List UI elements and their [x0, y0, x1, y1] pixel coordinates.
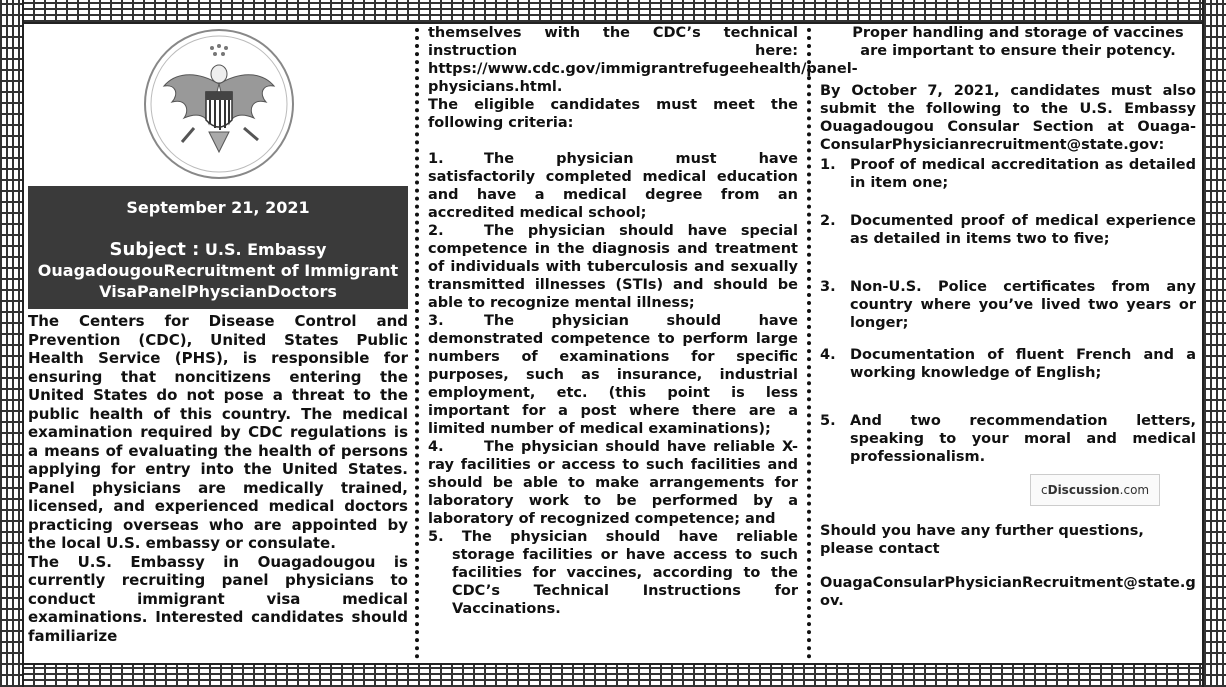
requirement-text: Documentation of fluent French and a working knowledge of English; [850, 347, 1196, 381]
criteria-item-text: The physician must have satisfactorily completed medical education and have a medical degree from an accredited medical school; [428, 151, 798, 221]
column-divider [415, 28, 419, 659]
criteria-item-number: 5. [428, 529, 444, 545]
criteria-item [428, 438, 798, 528]
criteria-intro: The eligible candidates must meet the following criteria: [428, 97, 798, 131]
column-3 [820, 24, 1196, 663]
watermark-logo: cDiscussion.com [1030, 474, 1160, 506]
deadline-text: By October 7, 2021, candidates must also submit the following to the U.S. Embassy Ouagadougou Consular Section at Ouaga-ConsularPhysicianrecruitment@state.gov: [820, 83, 1196, 153]
requirement-number: 3. [820, 279, 836, 295]
header-subject [28, 239, 408, 302]
column-2 [428, 24, 858, 663]
column-1-text [28, 312, 408, 645]
us-seal-icon [124, 24, 314, 184]
criteria-item-text: The physician should have demonstrated competence to perform large numbers of examinations for specific purposes, such as insurance, industrial employment, etc. (this point is less important for a post where there are a limited number of medical examinations); [428, 313, 798, 437]
vaccine-handling-text: Proper handling and storage of vaccines are important to ensure their potency. [852, 25, 1184, 59]
requirement-item [820, 212, 1196, 248]
criteria-item [428, 312, 798, 438]
column-1 [28, 24, 408, 663]
requirement-item [820, 346, 1196, 382]
technical-instruction-text: themselves with the CDC’s technical instruction here: https://www.cdc.gov/immigrantrefugeehealth/panel-physicians.html. [428, 25, 858, 95]
criteria-item-text: The physician should have reliable X-ray facilities or access to such facilities and should be able to make arrangements for laboratory work to be performed by a laboratory of recognized competence; and [428, 439, 798, 527]
border-right [1202, 0, 1226, 687]
criteria-item-number: 1. [428, 151, 444, 167]
criteria-item-number: 3. [428, 313, 444, 329]
requirement-number: 5. [820, 413, 836, 429]
requirement-item [820, 278, 1196, 332]
requirement-text: Proof of medical accreditation as detailed in item one; [850, 157, 1196, 191]
requirement-number: 2. [820, 213, 836, 229]
contact-email: OuagaConsularPhysicianRecruitment@state.gov. [820, 575, 1196, 609]
requirement-text: Non-U.S. Police certificates from any country where you’ve lived two years or longer; [850, 279, 1196, 331]
header-box [28, 186, 408, 309]
column-divider [807, 28, 811, 659]
criteria-item-text: The physician should have reliable storage facilities or have access to such facilities for vaccines, according to the CDC’s Technical Instructions for Vaccinations. [452, 529, 798, 617]
criteria-item-number: 2. [428, 223, 444, 239]
paragraph-intro: The Centers for Disease Control and Prevention (CDC), United States Public Health Service (PHS), is responsible for ensuring that noncitizens entering the United States do not pose a threat to the public health of this country. The medical examination required by CDC regulations is a means of evaluating the health of persons applying for entry into the United States. Panel physicians are medically trained, licensed, and experienced medical doctors practicing overseas who are appointed by the local U.S. embassy or consulate. [28, 312, 408, 552]
border-top [0, 0, 1226, 24]
border-bottom [0, 663, 1226, 687]
header-date: September 21, 2021 [126, 198, 310, 217]
requirement-item [820, 156, 1196, 192]
subject-line-1: U.S. Embassy [199, 240, 327, 259]
requirement-text: Documented proof of medical experience as detailed in items two to five; [850, 213, 1196, 247]
column-3-text [820, 24, 1196, 610]
requirement-number: 4. [820, 347, 836, 363]
requirement-number: 1. [820, 157, 836, 173]
border-left [0, 0, 24, 687]
criteria-item [428, 528, 798, 618]
content-area [24, 24, 1202, 663]
subject-label: Subject : [109, 239, 200, 260]
subject-line-3: VisaPanelPhyscianDoctors [99, 282, 337, 301]
subject-line-2: OuagadougouRecruitment of Immigrant [37, 261, 399, 280]
criteria-item-text: The physician should have special competence in the diagnosis and treatment of individuals with tuberculosis and sexually transmitted illnesses (STIs) and should be able to recognize mental illness; [428, 223, 798, 311]
criteria-item-number: 4. [428, 439, 444, 455]
criteria-item [428, 150, 798, 222]
requirement-text: And two recommendation letters, speaking to your moral and medical professionalism. [850, 413, 1196, 465]
requirement-item [820, 412, 1196, 466]
column-2-text [428, 24, 858, 618]
questions-text: Should you have any further questions, please contact [820, 523, 1144, 557]
criteria-item [428, 222, 798, 312]
paragraph-recruiting: The U.S. Embassy in Ouagadougou is currently recruiting panel physicians to conduct immigrant visa medical examinations. Interested candidates should familiarize [28, 552, 408, 645]
